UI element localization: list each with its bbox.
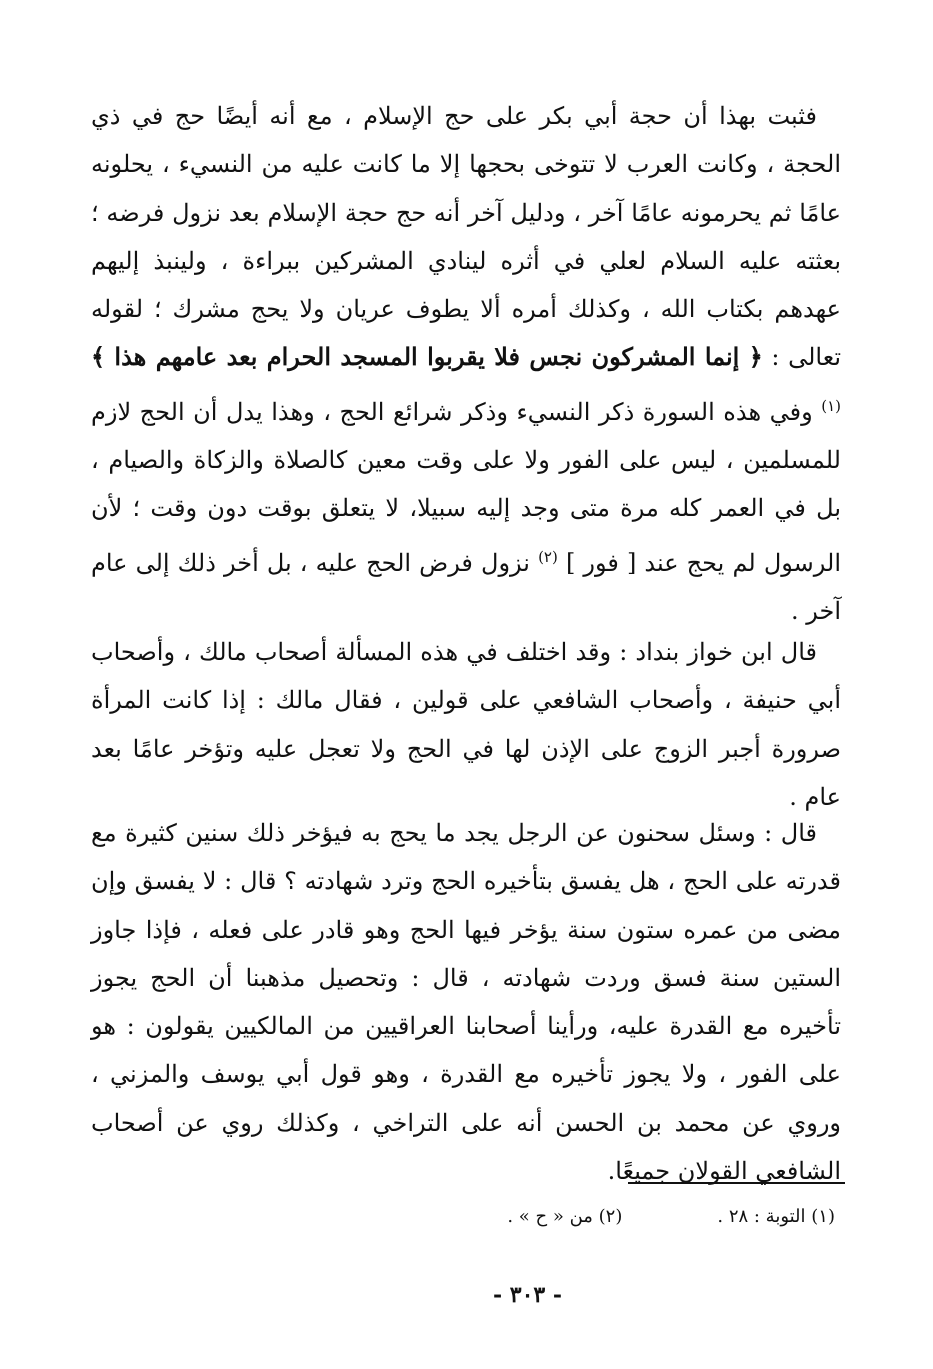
paragraph-1-part-2: وفي هذه السورة ذكر النسيء وذكر شرائع الحج ، وهذا يدل أن الحج لازم للمسلمين ، ليس على الفور ولا على وقت معين كالصلاة والزكاة والصيام ، بل في العمر كله مرة متى وجد إليه سبيلا، لا يتعلق بوقت دون وقت ؛ لأن الرسول لم يحج عند [ فور ]: [91, 397, 841, 577]
paragraph-3: [91, 809, 841, 1195]
paragraph-1-text: [91, 92, 841, 635]
paragraph-1-part-3: نزول فرض الحج عليه ، بل أخر ذلك إلى عام آخر .: [91, 548, 841, 625]
footnote-divider: [628, 1182, 845, 1184]
footnote-2: (٢) من « ح » .: [507, 1206, 623, 1227]
paragraph-2: [91, 628, 841, 821]
footnotes: [507, 1202, 835, 1232]
paragraph-2-text: قال ابن خواز بنداد : وقد اختلف في هذه المسألة أصحاب مالك ، وأصحاب أبي حنيفة ، وأصحاب الشافعي على قولين ، فقال مالك : إذا كانت المرأة صرورة أجبر الزوج على الإذن لها في الحج ولا تعجل عليه وتؤخر عامًا بعد عام .: [91, 638, 842, 811]
footnote-ref-2: (٢): [538, 547, 558, 566]
paragraph-3-text: قال : وسئل سحنون عن الرجل يجد ما يحج به فيؤخر ذلك سنين كثيرة مع قدرته على الحج ، هل يفسق بتأخيره الحج وترد شهادته ؟ قال : لا يفسق وإن مضى من عمره ستون سنة يؤخر فيها الحج وهو قادر على فعله ، فإذا جاوز الستين سنة فسق وردت شهادته ، قال : وتحصيل مذهبنا أن الحج يجوز تأخيره مع القدرة عليه، ورأينا أصحابنا العراقيين من المالكيين يقولون : هو على الفور ، ولا يجوز تأخيره مع القدرة ، وهو قول أبي يوسف والمزني ، وروي عن محمد بن الحسن أنه على التراخي ، وكذلك روي عن أصحاب الشافعي القولان جميعًا.: [91, 819, 841, 1186]
footnote-ref-1: (١): [821, 396, 841, 415]
paragraph-1: [91, 92, 841, 635]
footnote-1: (١) التوبة : ٢٨ .: [717, 1206, 835, 1227]
paragraph-1-part-1: فثبت بهذا أن حجة أبي بكر على حج الإسلام ، مع أنه أيضًا حج في ذي الحجة ، وكانت العرب لا تتوخى بحجها إلا ما كانت عليه من النسيء ، يحلونه عامًا ثم يحرمونه عامًا آخر ، ودليل آخر أنه حج حجة الإسلام بعد نزول فرضه ؛ بعثته عليه السلام لعلي في أثره لينادي المشركين ببراءة ، ولينبذ إليهم عهدهم بكتاب الله ، وكذلك أمره ألا يطوف عريان ولا يحج مشرك ؛ لقوله تعالى :: [91, 102, 842, 372]
quran-verse: ﴿ إنما المشركون نجس فلا يقربوا المسجد الحرام بعد عامهم هذا ﴾: [91, 342, 763, 372]
page-number: - ٣٠٣ -: [492, 1282, 563, 1308]
